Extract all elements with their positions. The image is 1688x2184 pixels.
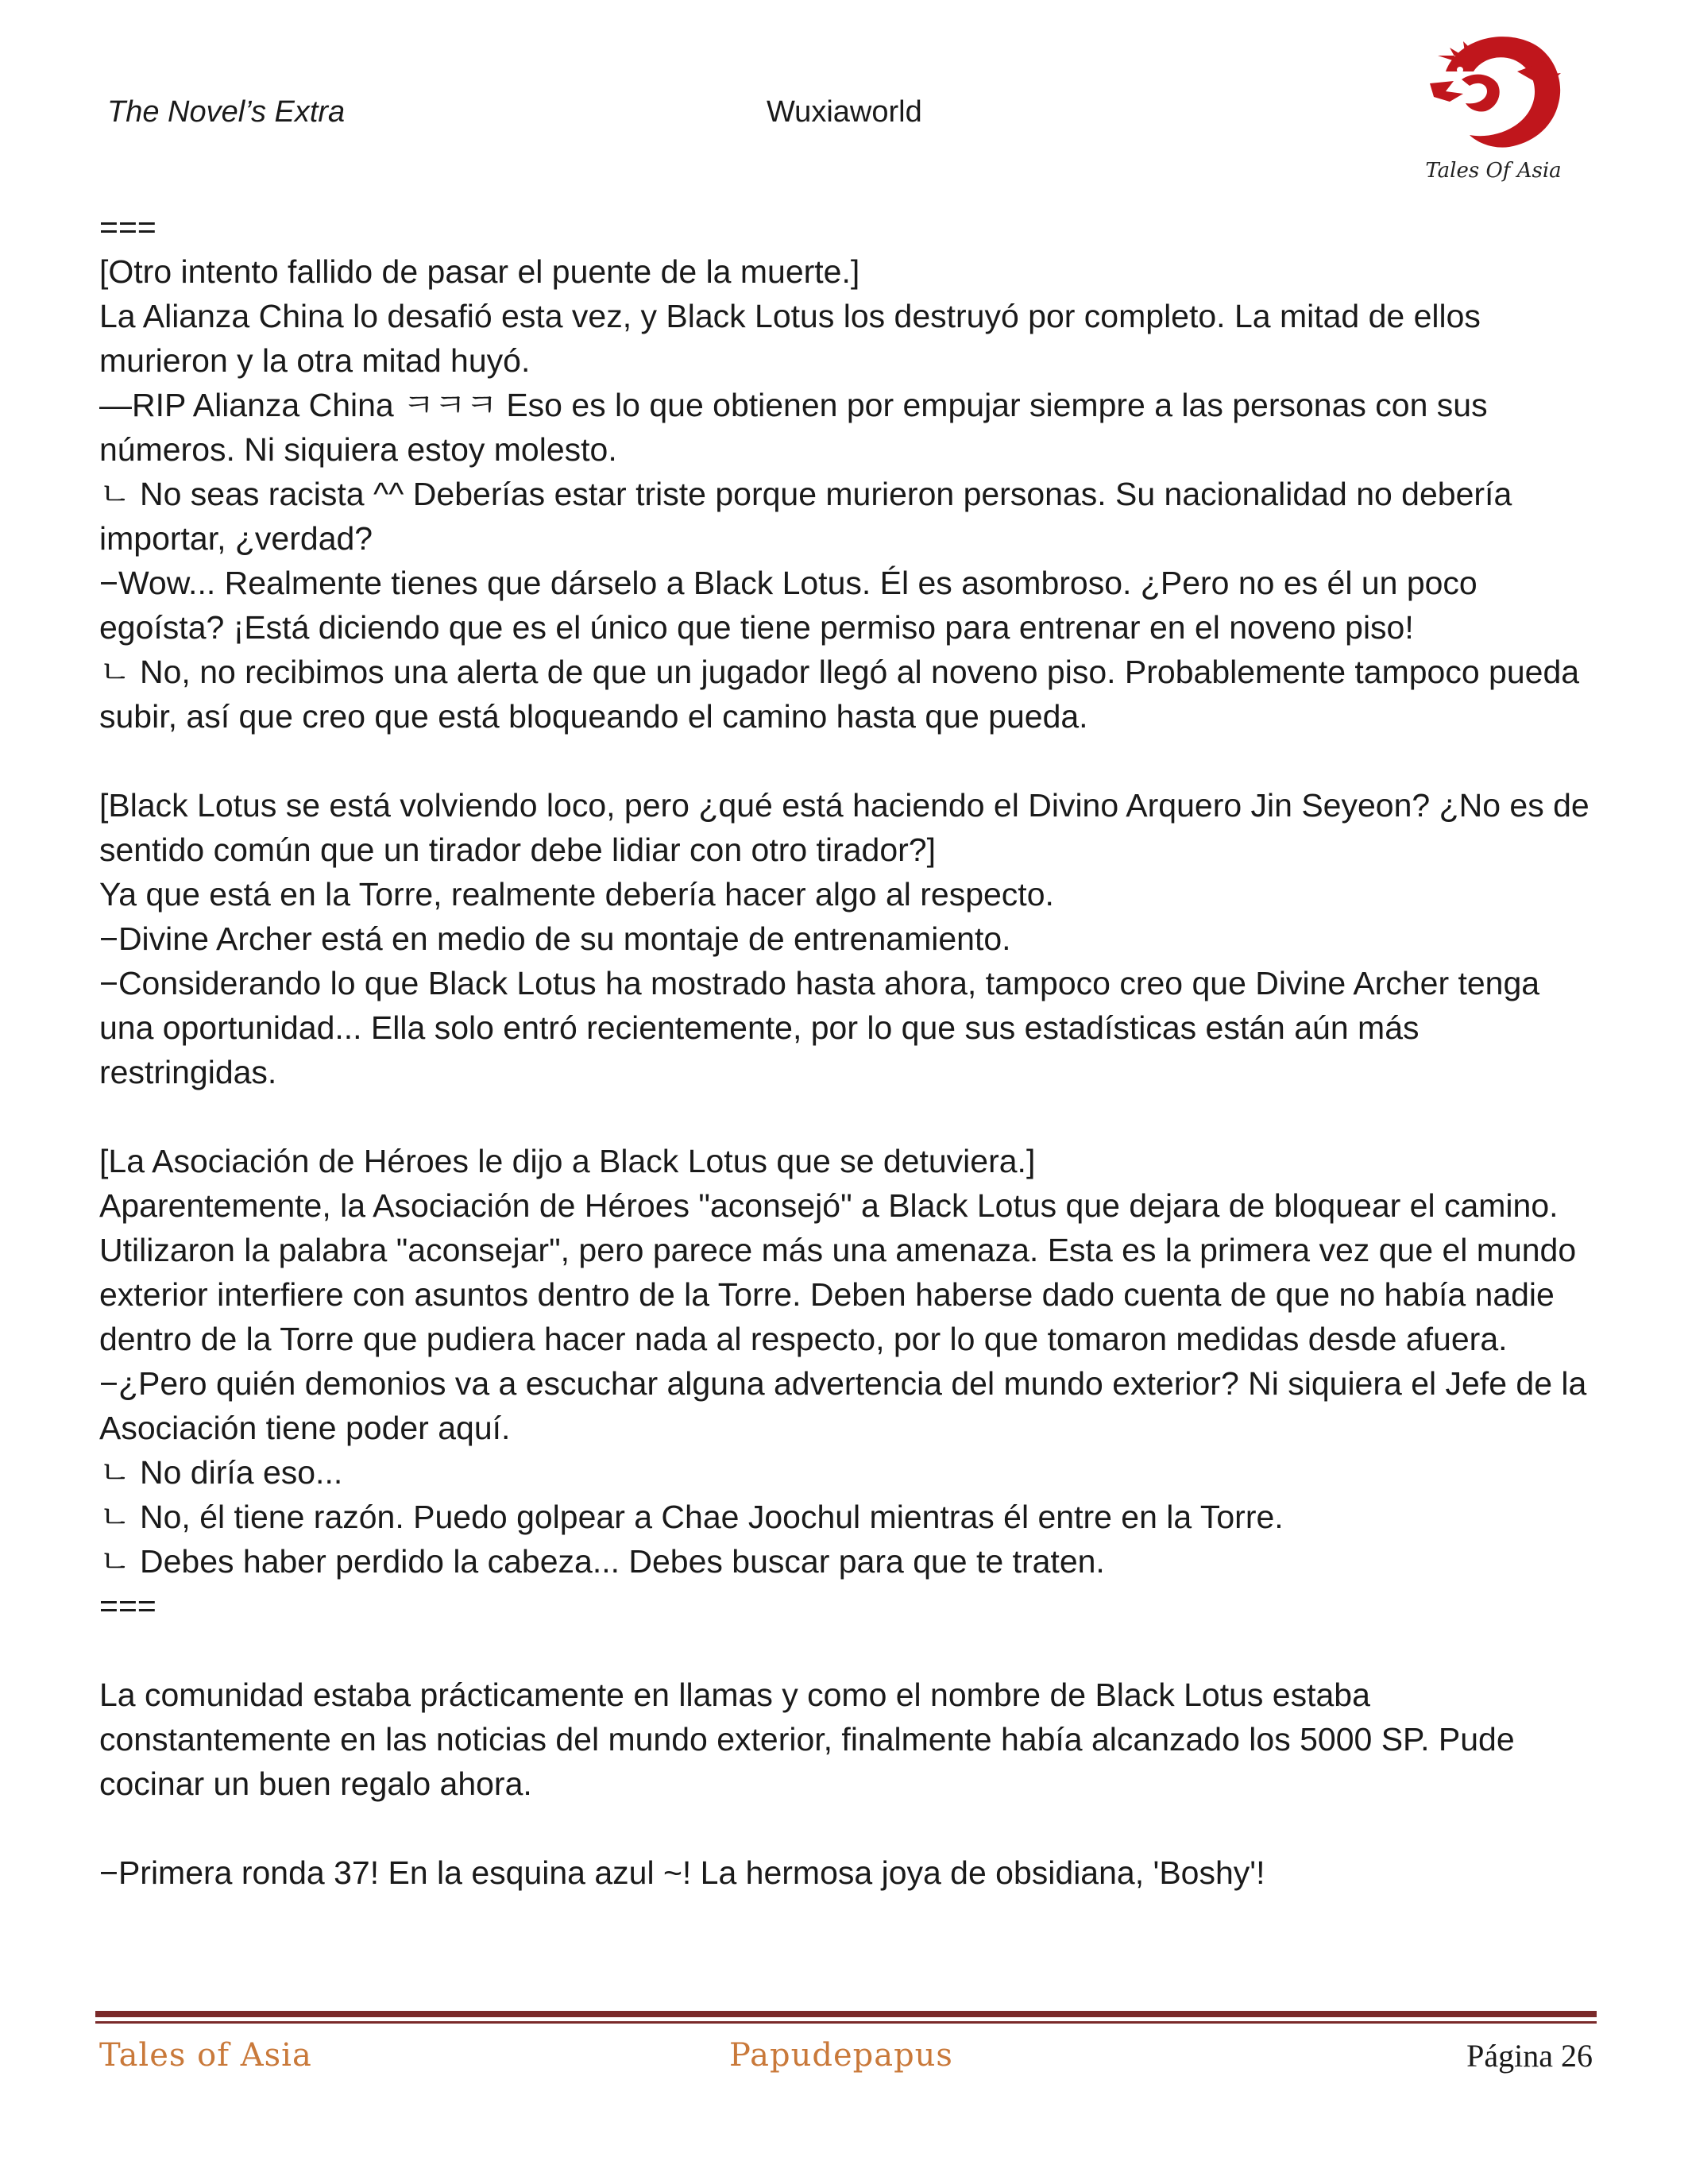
paragraph: −Primera ronda 37! En la esquina azul ~! La hermosa joya de obsidiana, 'Boshy'! <box>99 1854 1265 1891</box>
reply: ㄴ No, no recibimos una alerta de que un jugador llegó al noveno piso. Probablemente tampoco pueda subir, así que creo que está bloqueando el camino hasta que pueda. <box>99 654 1580 735</box>
footer-divider <box>95 2011 1597 2017</box>
paragraph: Aparentemente, la Asociación de Héroes "aconsejó" a Black Lotus que dejara de bloquear el camino. Utilizaron la palabra "aconsejar", pero parece más una amenaza. Esta es la primera vez que el mundo exterior interfiere con asuntos dentro de la Torre. Deben haberse dado cuenta de que no había nadie dentro de la Torre que pudiera hacer nada al respecto, por lo que tomaron medidas desde afuera. <box>99 1187 1577 1357</box>
page-number: Página 26 <box>1466 2038 1593 2074</box>
logo-text: Tales Of Asia <box>1425 159 1562 183</box>
header-site-name: Wuxiaworld <box>767 95 922 129</box>
paragraph: [La Asociación de Héroes le dijo a Black Lotus que se detuviera.] <box>99 1143 1036 1179</box>
separator: === <box>99 1588 156 1624</box>
comment: −Divine Archer está en medio de su montaje de entrenamiento. <box>99 920 1011 957</box>
document-body <box>99 205 1593 1895</box>
paragraph: La comunidad estaba prácticamente en llamas y como el nombre de Black Lotus estaba constantemente en las noticias del mundo exterior, finalmente había alcanzado los 5000 SP. Pude cocinar un buen regalo ahora. <box>99 1677 1515 1802</box>
comment: −¿Pero quién demonios va a escuchar alguna advertencia del mundo exterior? Ni siquiera el Jefe de la Asociación tiene poder aquí. <box>99 1365 1587 1446</box>
separator: === <box>99 209 156 245</box>
blank-line <box>99 1628 1593 1673</box>
tales-of-asia-logo <box>1414 24 1573 191</box>
blank-line <box>99 739 1593 783</box>
dragon-logo-icon <box>1414 24 1573 159</box>
comment: —RIP Alianza China ㅋㅋㅋ Eso es lo que obtienen por empujar siempre a las personas con sus números. Ni siquiera estoy molesto. <box>99 387 1488 468</box>
paragraph: [Black Lotus se está volviendo loco, pero ¿qué está haciendo el Divino Arquero Jin Seyeon? ¿No es de sentido común que un tirador debe lidiar con otro tirador?] <box>99 787 1590 868</box>
footer-publisher: Tales of Asia <box>99 2037 312 2074</box>
comment: −Considerando lo que Black Lotus ha mostrado hasta ahora, tampoco creo que Divine Archer tenga una oportunidad... Ella solo entró recientemente, por lo que sus estadísticas están aún más restringidas. <box>99 965 1540 1090</box>
paragraph: Ya que está en la Torre, realmente debería hacer algo al respecto. <box>99 876 1054 913</box>
paragraph: [Otro intento fallido de pasar el puente de la muerte.] <box>99 253 860 290</box>
footer-divider-thin <box>95 2021 1597 2024</box>
reply: ㄴ No diría eso... <box>99 1454 343 1491</box>
reply: ㄴ Debes haber perdido la cabeza... Debes buscar para que te traten. <box>99 1543 1105 1580</box>
paragraph: La Alianza China lo desafió esta vez, y Black Lotus los destruyó por completo. La mitad de ellos murieron y la otra mitad huyó. <box>99 298 1481 379</box>
reply: ㄴ No, él tiene razón. Puedo golpear a Chae Joochul mientras él entre en la Torre. <box>99 1499 1284 1535</box>
footer-translator: Papudepapus <box>729 2037 953 2074</box>
reply: ㄴ No seas racista ^^ Deberías estar triste porque murieron personas. Su nacionalidad no debería importar, ¿verdad? <box>99 476 1512 557</box>
comment: −Wow... Realmente tienes que dárselo a Black Lotus. Él es asombroso. ¿Pero no es él un poco egoísta? ¡Está diciendo que es el único que tiene permiso para entrenar en el noveno piso! <box>99 565 1477 646</box>
blank-line <box>99 1094 1593 1139</box>
blank-line <box>99 1806 1593 1850</box>
header-novel-title: The Novel’s Extra <box>107 95 346 129</box>
